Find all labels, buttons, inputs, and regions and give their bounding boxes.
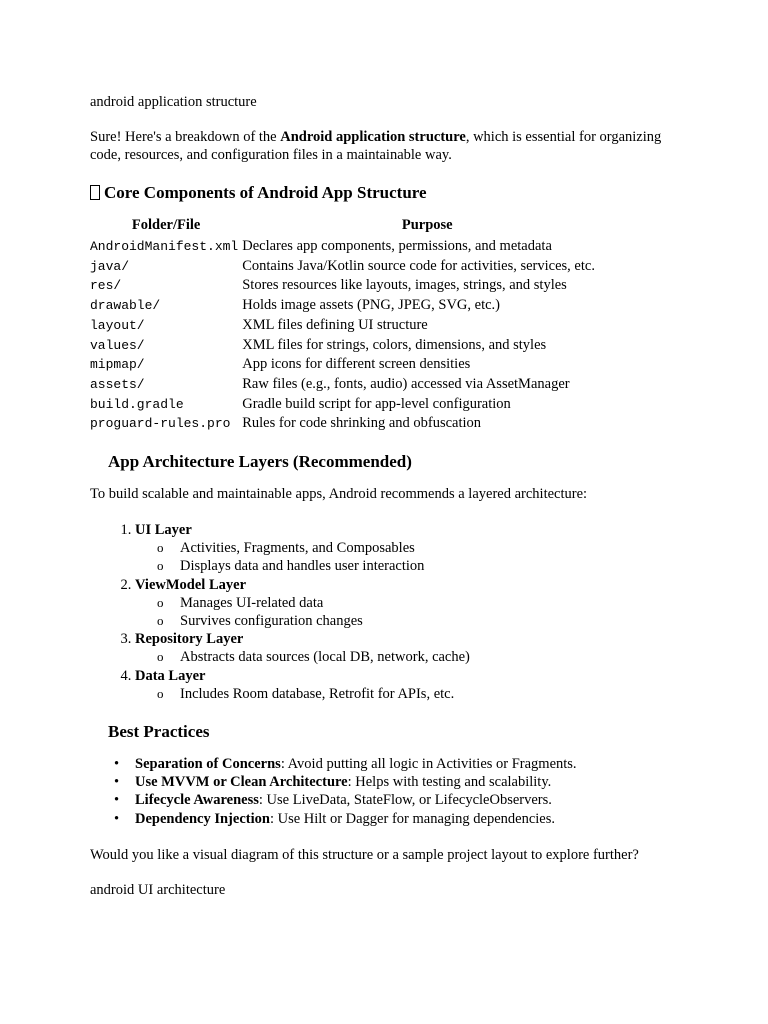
practice-title: Dependency Injection xyxy=(135,810,270,827)
table-cell-purpose: XML files defining UI structure xyxy=(242,316,428,333)
intro-text-before: Sure! Here's a breakdown of the xyxy=(90,129,281,145)
practice-title: Separation of Concerns xyxy=(135,756,281,773)
core-components-heading xyxy=(90,182,690,204)
list-item xyxy=(135,755,690,773)
table-row xyxy=(90,355,612,375)
next-user-prompt: android UI architecture xyxy=(90,881,226,898)
layer-title: Data Layer xyxy=(135,667,206,684)
closing-question: Would you like a visual diagram of this structure or a sample project layout to explore further? xyxy=(90,846,639,863)
practice-text: : Helps with testing and scalability. xyxy=(347,774,552,791)
table-cell-file: build.gradle xyxy=(90,396,184,412)
practice-text: : Avoid putting all logic in Activities or Fragments. xyxy=(280,756,577,773)
intro-paragraph xyxy=(90,128,690,164)
architecture-heading: App Architecture Layers (Recommended) xyxy=(108,452,412,472)
sub-list xyxy=(135,594,690,630)
table-cell-purpose: Gradle build script for app-level configuration xyxy=(242,395,511,412)
list-item xyxy=(135,521,690,576)
table-cell-purpose: XML files for strings, colors, dimensions, and styles xyxy=(242,336,547,353)
layers-list xyxy=(90,521,690,703)
table-cell-file: drawable/ xyxy=(90,298,161,314)
table-row xyxy=(90,257,612,277)
list-item xyxy=(135,630,690,666)
sub-list xyxy=(135,685,690,703)
table-cell-file: java/ xyxy=(90,258,130,274)
table-cell-purpose: App icons for different screen densities xyxy=(242,356,471,373)
practice-text: : Use Hilt or Dagger for managing dependencies. xyxy=(269,810,556,827)
practices-list xyxy=(90,755,690,828)
header-folder-file: Folder/File xyxy=(131,217,201,233)
list-item xyxy=(135,773,690,791)
sub-list xyxy=(135,648,690,666)
list-item xyxy=(135,791,690,809)
sub-list xyxy=(135,539,690,575)
practice-title: Use MVVM or Clean Architecture xyxy=(135,774,348,791)
table-row xyxy=(90,316,612,336)
table-cell-purpose: Stores resources like layouts, images, strings, and styles xyxy=(242,277,567,294)
table-row xyxy=(90,296,612,316)
table-row xyxy=(90,414,612,434)
sub-list-item: o Activities, Fragments, and Composables xyxy=(157,539,690,557)
table-row xyxy=(90,237,612,257)
list-item xyxy=(135,576,690,631)
architecture-intro: To build scalable and maintainable apps, Android recommends a layered architecture: xyxy=(90,486,588,503)
table-cell-file: values/ xyxy=(90,337,145,353)
table-row xyxy=(90,276,612,296)
sub-list-item: o Manages UI-related data xyxy=(157,594,690,612)
sub-list-item: o Includes Room database, Retrofit for APIs, etc. xyxy=(157,685,690,703)
table-cell-file: assets/ xyxy=(90,376,145,392)
table-row xyxy=(90,375,612,395)
layer-title: UI Layer xyxy=(135,522,192,539)
table-header-row xyxy=(90,216,612,237)
layer-title: Repository Layer xyxy=(135,631,244,648)
table-row xyxy=(90,395,612,415)
list-item xyxy=(135,810,690,828)
sub-list-item: o Abstracts data sources (local DB, network, cache) xyxy=(157,648,690,666)
sub-list-item: o Displays data and handles user interaction xyxy=(157,557,690,575)
table-row xyxy=(90,336,612,356)
user-prompt: android application structure xyxy=(90,94,257,110)
table-cell-purpose: Contains Java/Kotlin source code for activities, services, etc. xyxy=(242,257,595,274)
practice-text: : Use LiveData, StateFlow, or LifecycleObservers. xyxy=(258,792,552,809)
document-page xyxy=(90,93,690,899)
table-cell-purpose: Holds image assets (PNG, JPEG, SVG, etc.) xyxy=(242,297,500,314)
sub-list-item: o Survives configuration changes xyxy=(157,612,690,630)
intro-bold-text: Android application structure xyxy=(280,129,466,145)
table-cell-file: res/ xyxy=(90,278,122,294)
table-cell-purpose: Raw files (e.g., fonts, audio) accessed via AssetManager xyxy=(242,375,570,392)
intro-text-after: , which is essential for organizing code, resources, and configuration files in a maintainable way. xyxy=(90,129,662,163)
table-cell-file: layout/ xyxy=(90,317,145,333)
structure-table xyxy=(90,216,612,434)
table-cell-file: proguard-rules.pro xyxy=(90,416,231,432)
table-cell-file: mipmap/ xyxy=(90,357,145,373)
best-practices-heading: Best Practices xyxy=(108,722,210,742)
table-cell-file: AndroidManifest.xml xyxy=(90,239,239,254)
core-components-heading-text: Core Components of Android App Structure xyxy=(104,183,427,202)
list-item xyxy=(135,667,690,703)
table-cell-purpose: Rules for code shrinking and obfuscation xyxy=(242,415,482,432)
table-cell-purpose: Declares app components, permissions, and metadata xyxy=(242,238,552,254)
missing-glyph-icon xyxy=(90,185,100,200)
header-purpose: Purpose xyxy=(401,217,453,233)
layer-title: ViewModel Layer xyxy=(135,576,247,593)
practice-title: Lifecycle Awareness xyxy=(135,792,259,809)
